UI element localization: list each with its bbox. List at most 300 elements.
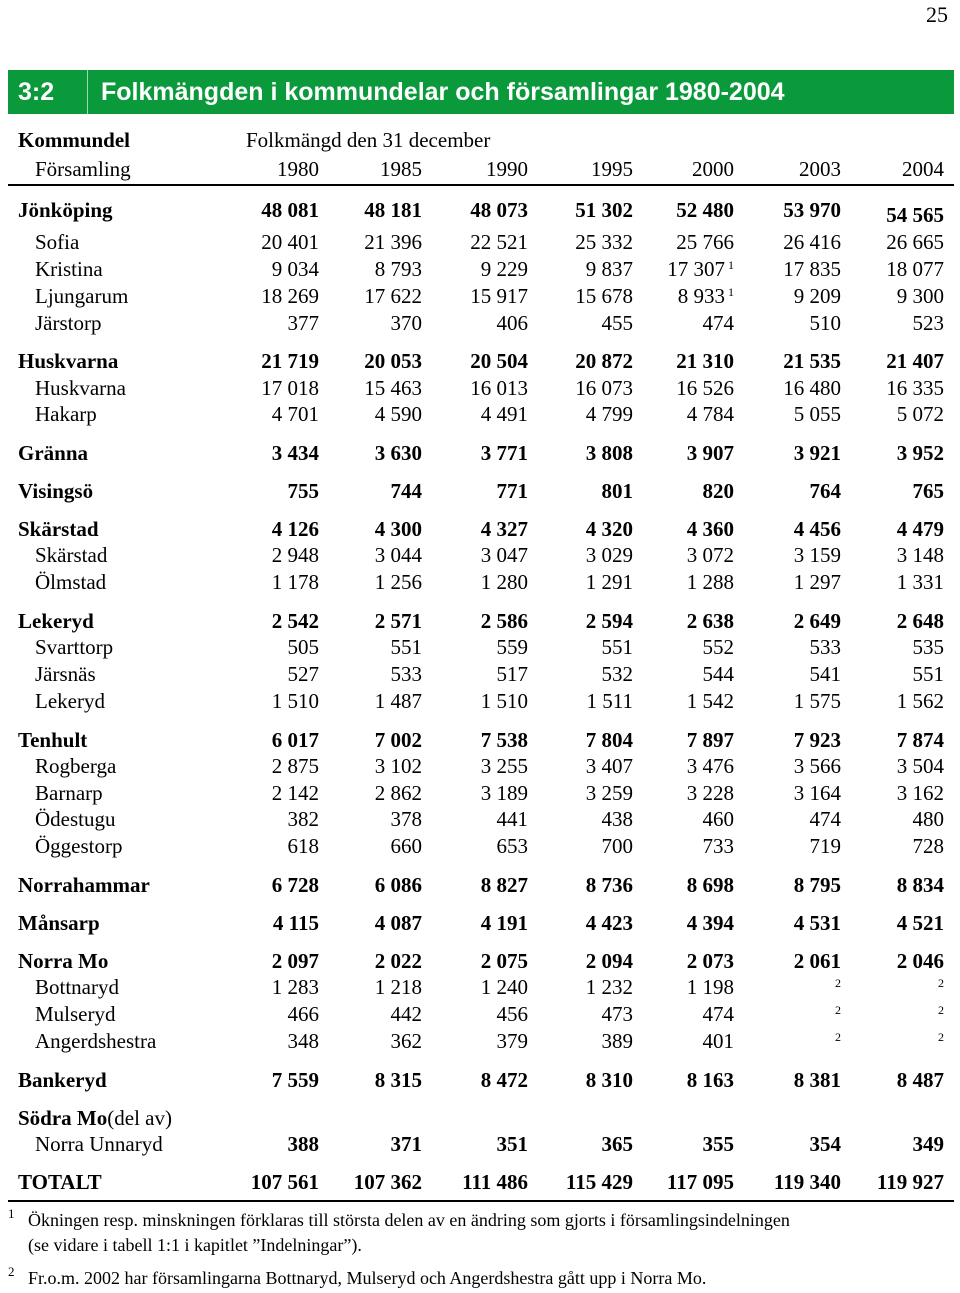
value-cell: 523 (912, 311, 944, 335)
header-year: 1980 (277, 157, 319, 181)
value-cell: 3 259 (585, 781, 633, 805)
value-cell: 544 (702, 662, 734, 686)
value-cell: 3 504 (896, 754, 944, 778)
row-label: Lekeryd (35, 689, 105, 713)
footnote-mark: 2 (8, 1264, 15, 1279)
value-cell: 48 181 (364, 198, 422, 222)
header-row-1 (8, 128, 954, 154)
value-cell: 119 927 (876, 1170, 944, 1194)
value-cell: 20 872 (575, 349, 633, 373)
footnote-ref: 2 (938, 1003, 944, 1017)
value-cell: 3 808 (585, 441, 633, 465)
value-cell: 20 053 (364, 349, 422, 373)
value-cell: 3 047 (480, 543, 528, 567)
value-cell: 21 719 (261, 349, 319, 373)
value-cell: 3 434 (271, 441, 319, 465)
value-cell: 406 (496, 311, 528, 335)
header-year: 2003 (799, 157, 841, 181)
row-label: Norra Mo (18, 949, 109, 973)
value-cell: 5 055 (793, 402, 841, 426)
value-cell: 541 (809, 662, 841, 686)
value-cell: 16 335 (886, 376, 944, 400)
value-cell: 17 018 (261, 376, 319, 400)
value-cell: 1 240 (480, 975, 528, 999)
header-rule (8, 184, 954, 186)
kommundel-row (8, 441, 954, 467)
value-cell: 48 081 (261, 198, 319, 222)
value-cell: 3 164 (793, 781, 841, 805)
value-cell: 1 232 (585, 975, 633, 999)
value-cell: 552 (702, 635, 734, 659)
footnote-ref: 2 (835, 1003, 841, 1017)
forsamling-row (8, 230, 954, 256)
value-cell: 660 (390, 834, 422, 858)
forsamling-row (8, 834, 954, 860)
value-cell: 8 698 (686, 873, 734, 897)
kommundel-row (8, 1068, 954, 1094)
value-cell: 3 630 (374, 441, 422, 465)
header-year: 1985 (380, 157, 422, 181)
value-cell: 4 327 (480, 517, 528, 541)
value-cell (935, 1029, 944, 1054)
value-cell: 728 (912, 834, 944, 858)
row-label: Bottnaryd (35, 975, 119, 999)
value-cell: 17 622 (364, 284, 422, 308)
value-cell: 8 795 (793, 873, 841, 897)
value-cell: 480 (912, 807, 944, 831)
value-cell: 15 678 (575, 284, 633, 308)
value-cell: 1 218 (374, 975, 422, 999)
value-cell: 733 (702, 834, 734, 858)
value-cell: 3 921 (793, 441, 841, 465)
row-label: Ödestugu (35, 807, 116, 831)
value-cell: 474 (809, 807, 841, 831)
value-cell: 473 (601, 1002, 633, 1026)
value-cell (832, 1029, 841, 1054)
value-cell: 7 538 (480, 728, 528, 752)
value-cell: 107 362 (353, 1170, 422, 1194)
value-cell: 1 291 (585, 570, 633, 594)
value-cell: 4 191 (480, 911, 528, 935)
value-cell: 700 (601, 834, 633, 858)
value-cell: 51 302 (575, 198, 633, 222)
value-cell: 2 097 (271, 949, 319, 973)
value-cell: 1 198 (686, 975, 734, 999)
value-cell: 8 736 (585, 873, 633, 897)
value-cell: 4 115 (272, 911, 319, 935)
header-group-label: Folkmängd den 31 december (246, 128, 491, 152)
value-cell: 107 561 (250, 1170, 319, 1194)
value-cell: 4 087 (374, 911, 422, 935)
value-cell: 533 (390, 662, 422, 686)
value-cell: 551 (390, 635, 422, 659)
value-cell: 4 531 (793, 911, 841, 935)
value-cell: 2 022 (374, 949, 422, 973)
header-row-2 (8, 157, 954, 183)
value-cell: 377 (287, 311, 319, 335)
forsamling-row (8, 376, 954, 402)
value-cell: 3 072 (686, 543, 734, 567)
value-cell: 22 521 (470, 230, 528, 254)
value-cell: 18 269 (261, 284, 319, 308)
table-title-banner (8, 70, 954, 114)
value-cell: 3 159 (793, 543, 841, 567)
value-cell: 1 511 (586, 689, 633, 713)
value-cell: 510 (809, 311, 841, 335)
value-cell: 460 (702, 807, 734, 831)
value-cell: 1 256 (374, 570, 422, 594)
value-cell: 8 793 (374, 257, 422, 281)
row-label: Angerdshestra (35, 1029, 157, 1053)
value-cell: 764 (809, 479, 841, 503)
value-cell: 4 491 (480, 402, 528, 426)
value-cell: 8 315 (374, 1068, 422, 1092)
value-cell: 474 (702, 1002, 734, 1026)
row-label-suffix: (del av) (107, 1106, 172, 1130)
value-cell: 17 835 (783, 257, 841, 281)
kommundel-row (8, 609, 954, 635)
row-label: Huskvarna (18, 349, 119, 373)
value-cell (935, 1002, 944, 1027)
row-label: Tenhult (18, 728, 88, 752)
kommundel-row (8, 517, 954, 543)
value-cell: 801 (601, 479, 633, 503)
value-cell: 4 126 (271, 517, 319, 541)
value-cell: 2 648 (896, 609, 944, 633)
header-year: 2004 (902, 157, 944, 181)
forsamling-row (8, 570, 954, 596)
value-cell: 9 837 (585, 257, 633, 281)
value-cell: 4 590 (374, 402, 422, 426)
value-cell: 53 970 (783, 198, 841, 222)
kommundel-row (8, 873, 954, 899)
value-cell: 535 (912, 635, 944, 659)
value-cell: 3 148 (896, 543, 944, 567)
value-cell: 438 (601, 807, 633, 831)
value-cell: 52 480 (676, 198, 734, 222)
value-cell: 26 416 (783, 230, 841, 254)
value-cell: 7 874 (896, 728, 944, 752)
value-cell: 119 340 (773, 1170, 841, 1194)
row-label: Lekeryd (18, 609, 94, 633)
value-cell: 2 046 (896, 949, 944, 973)
value-cell: 354 (809, 1132, 841, 1156)
value-cell: 351 (496, 1132, 528, 1156)
value-cell: 2 142 (271, 781, 319, 805)
value-cell: 1 283 (271, 975, 319, 999)
value-cell: 1 542 (686, 689, 734, 713)
forsamling-row (8, 807, 954, 833)
kommundel-row (8, 349, 954, 375)
value-cell: 349 (912, 1132, 944, 1156)
value-cell: 9 034 (271, 257, 319, 281)
value-cell: 2 875 (271, 754, 319, 778)
value-cell: 1 297 (793, 570, 841, 594)
value-cell: 1 510 (480, 689, 528, 713)
value-cell: 4 521 (896, 911, 944, 935)
kommundel-row (8, 1106, 954, 1132)
footnote-ref: 1 (728, 258, 734, 272)
row-label: Ölmstad (35, 570, 107, 594)
value-cell: 8 933 $^1$ (677, 284, 734, 308)
value-cell: 20 401 (261, 230, 319, 254)
value-cell: 3 189 (480, 781, 528, 805)
forsamling-row (8, 781, 954, 807)
value-cell: 2 542 (271, 609, 319, 633)
value-cell: 379 (496, 1029, 528, 1053)
value-cell: 3 907 (686, 441, 734, 465)
value-cell: 1 331 (896, 570, 944, 594)
bottom-rule (8, 1200, 954, 1202)
value-cell: 3 407 (585, 754, 633, 778)
footnote-ref: 1 (728, 285, 734, 299)
value-cell: 455 (601, 311, 633, 335)
forsamling-row (8, 689, 954, 715)
value-cell: 441 (496, 807, 528, 831)
value-cell: 362 (390, 1029, 422, 1053)
row-label: Norrahammar (18, 873, 150, 897)
value-cell (935, 975, 944, 1000)
table-number: 3:2 (8, 70, 88, 114)
value-cell: 389 (601, 1029, 633, 1053)
value-cell: 16 013 (470, 376, 528, 400)
value-cell: 2 638 (686, 609, 734, 633)
value-cell: 8 834 (896, 873, 944, 897)
value-cell: 4 479 (896, 517, 944, 541)
footnote-ref: 2 (835, 1030, 841, 1044)
row-label: Gränna (18, 441, 89, 465)
forsamling-row (8, 311, 954, 337)
value-cell: 2 061 (793, 949, 841, 973)
value-cell: 17 307 $^1$ (667, 257, 734, 281)
value-cell: 15 917 (470, 284, 528, 308)
value-cell: 348 (287, 1029, 319, 1053)
row-label: Skärstad (18, 517, 99, 541)
row-label: Mulseryd (35, 1002, 116, 1026)
kommundel-row (8, 728, 954, 754)
value-cell: 505 (287, 635, 319, 659)
footnote-ref: 2 (938, 976, 944, 990)
value-cell: 551 (601, 635, 633, 659)
value-cell: 365 (601, 1132, 633, 1156)
value-cell: 25 332 (575, 230, 633, 254)
value-cell: 16 073 (575, 376, 633, 400)
value-cell: 456 (496, 1002, 528, 1026)
footnote-ref: 2 (938, 1030, 944, 1044)
value-cell: 744 (390, 479, 422, 503)
forsamling-row (8, 402, 954, 428)
value-cell: 517 (496, 662, 528, 686)
value-cell: 16 526 (676, 376, 734, 400)
value-cell: 18 077 (886, 257, 944, 281)
header-kommundel: Kommundel (18, 128, 131, 152)
value-cell: 111 486 (462, 1170, 528, 1194)
value-cell: 9 229 (480, 257, 528, 281)
value-cell: 4 360 (686, 517, 734, 541)
value-cell: 3 476 (686, 754, 734, 778)
forsamling-row (8, 543, 954, 569)
value-cell: 9 209 (793, 284, 841, 308)
row-label: Bankeryd (18, 1068, 107, 1092)
forsamling-row (8, 1002, 954, 1028)
row-label: Kristina (35, 257, 103, 281)
value-cell: 2 862 (374, 781, 422, 805)
value-cell: 21 407 (886, 349, 944, 373)
value-cell: 2 649 (793, 609, 841, 633)
value-cell: 117 095 (666, 1170, 734, 1194)
kommundel-row (8, 911, 954, 937)
kommundel-row (8, 198, 954, 227)
value-cell: 15 463 (364, 376, 422, 400)
value-cell: 466 (287, 1002, 319, 1026)
value-cell: 7 897 (686, 728, 734, 752)
value-cell: 20 504 (470, 349, 528, 373)
value-cell: 3 029 (585, 543, 633, 567)
value-cell: 2 073 (686, 949, 734, 973)
value-cell: 5 072 (896, 402, 944, 426)
value-cell: 8 310 (585, 1068, 633, 1092)
value-cell: 8 472 (480, 1068, 528, 1092)
value-cell: 653 (496, 834, 528, 858)
row-label: Öggestorp (35, 834, 123, 858)
kommundel-row (8, 1170, 954, 1196)
value-cell: 6 086 (374, 873, 422, 897)
value-cell: 388 (287, 1132, 319, 1156)
footnote-ref: 2 (835, 976, 841, 990)
forsamling-row (8, 257, 954, 283)
row-label: Huskvarna (35, 376, 126, 400)
value-cell: 3 228 (686, 781, 734, 805)
value-cell: 618 (287, 834, 319, 858)
value-cell: 719 (809, 834, 841, 858)
value-cell: 820 (702, 479, 734, 503)
row-label: Ljungarum (35, 284, 129, 308)
value-cell: 401 (702, 1029, 734, 1053)
row-label: TOTALT (18, 1170, 102, 1194)
value-cell: 4 784 (686, 402, 734, 426)
value-cell: 1 562 (896, 689, 944, 713)
value-cell: 6 728 (271, 873, 319, 897)
forsamling-row (8, 1029, 954, 1055)
row-label: Jönköping (18, 198, 113, 222)
value-cell: 3 162 (896, 781, 944, 805)
value-cell: 3 044 (374, 543, 422, 567)
value-cell: 4 300 (374, 517, 422, 541)
value-cell: 16 480 (783, 376, 841, 400)
value-cell: 382 (287, 807, 319, 831)
value-cell: 4 423 (585, 911, 633, 935)
header-year: 2000 (692, 157, 734, 181)
value-cell: 1 487 (374, 689, 422, 713)
value-cell: 3 952 (896, 441, 944, 465)
value-cell: 771 (496, 479, 528, 503)
value-cell: 3 566 (793, 754, 841, 778)
value-cell: 3 255 (480, 754, 528, 778)
row-label: Sofia (35, 230, 80, 254)
page-number: 25 (926, 2, 948, 27)
forsamling-row (8, 1132, 954, 1158)
row-label: Rogberga (35, 754, 117, 778)
row-label: Månsarp (18, 911, 100, 935)
value-cell: 2 948 (271, 543, 319, 567)
value-cell: 2 586 (480, 609, 528, 633)
value-cell: 4 701 (271, 402, 319, 426)
value-cell: 8 381 (793, 1068, 841, 1092)
footnote-text: Fr.o.m. 2002 har församlingarna Bottnaryd, Mulseryd och Angerdshestra gått upp i Norra Mo. (28, 1268, 707, 1288)
header-year: 1990 (486, 157, 528, 181)
value-cell: 551 (912, 662, 944, 686)
row-label: Järsnäs (35, 662, 96, 686)
forsamling-row (8, 284, 954, 310)
table-title: Folkmängden i kommundelar och församlingar 1980-2004 (101, 77, 785, 106)
footnote-text: Ökningen resp. minskningen förklaras till största delen av en ändring som gjorts i församlingsindelningen (28, 1210, 790, 1230)
value-cell: 1 280 (480, 570, 528, 594)
value-cell: 2 594 (585, 609, 633, 633)
value-cell: 371 (390, 1132, 422, 1156)
footnote-text: (se vidare i tabell 1:1 i kapitlet ”Indelningar”). (28, 1235, 362, 1255)
forsamling-row (8, 662, 954, 688)
value-cell: 21 535 (783, 349, 841, 373)
value-cell (832, 975, 841, 1000)
value-cell: 4 456 (793, 517, 841, 541)
value-cell: 4 394 (686, 911, 734, 935)
value-cell: 3 771 (480, 441, 528, 465)
value-cell: 8 487 (896, 1068, 944, 1092)
value-cell: 21 310 (676, 349, 734, 373)
value-cell: 7 002 (374, 728, 422, 752)
forsamling-row (8, 754, 954, 780)
value-cell: 1 510 (271, 689, 319, 713)
row-label: Järstorp (35, 311, 102, 335)
row-label: Södra Mo(del av) (18, 1106, 172, 1130)
value-cell: 442 (390, 1002, 422, 1026)
value-cell: 1 288 (686, 570, 734, 594)
value-cell: 1 575 (793, 689, 841, 713)
row-label: Skärstad (35, 543, 108, 567)
value-cell: 533 (809, 635, 841, 659)
value-cell: 559 (496, 635, 528, 659)
row-label: Visingsö (18, 479, 94, 503)
value-cell: 3 102 (374, 754, 422, 778)
footnote-mark: 1 (8, 1206, 15, 1221)
value-cell: 48 073 (470, 198, 528, 222)
value-cell: 8 163 (686, 1068, 734, 1092)
header-year: 1995 (591, 157, 633, 181)
value-cell: 54 565 (886, 203, 944, 227)
kommundel-row (8, 479, 954, 505)
value-cell: 765 (912, 479, 944, 503)
value-cell: 7 559 (271, 1068, 319, 1092)
row-label: Norra Unnaryd (35, 1132, 163, 1156)
value-cell: 755 (287, 479, 319, 503)
value-cell: 370 (390, 311, 422, 335)
value-cell (832, 1002, 841, 1027)
value-cell: 9 300 (896, 284, 944, 308)
value-cell: 532 (601, 662, 633, 686)
value-cell: 115 429 (565, 1170, 633, 1194)
forsamling-row (8, 635, 954, 661)
value-cell: 4 799 (585, 402, 633, 426)
value-cell: 26 665 (886, 230, 944, 254)
value-cell: 474 (702, 311, 734, 335)
value-cell: 7 804 (585, 728, 633, 752)
row-label: Barnarp (35, 781, 103, 805)
row-label: Hakarp (35, 402, 97, 426)
kommundel-row (8, 949, 954, 975)
value-cell: 21 396 (364, 230, 422, 254)
forsamling-row (8, 975, 954, 1001)
value-cell: 4 320 (585, 517, 633, 541)
